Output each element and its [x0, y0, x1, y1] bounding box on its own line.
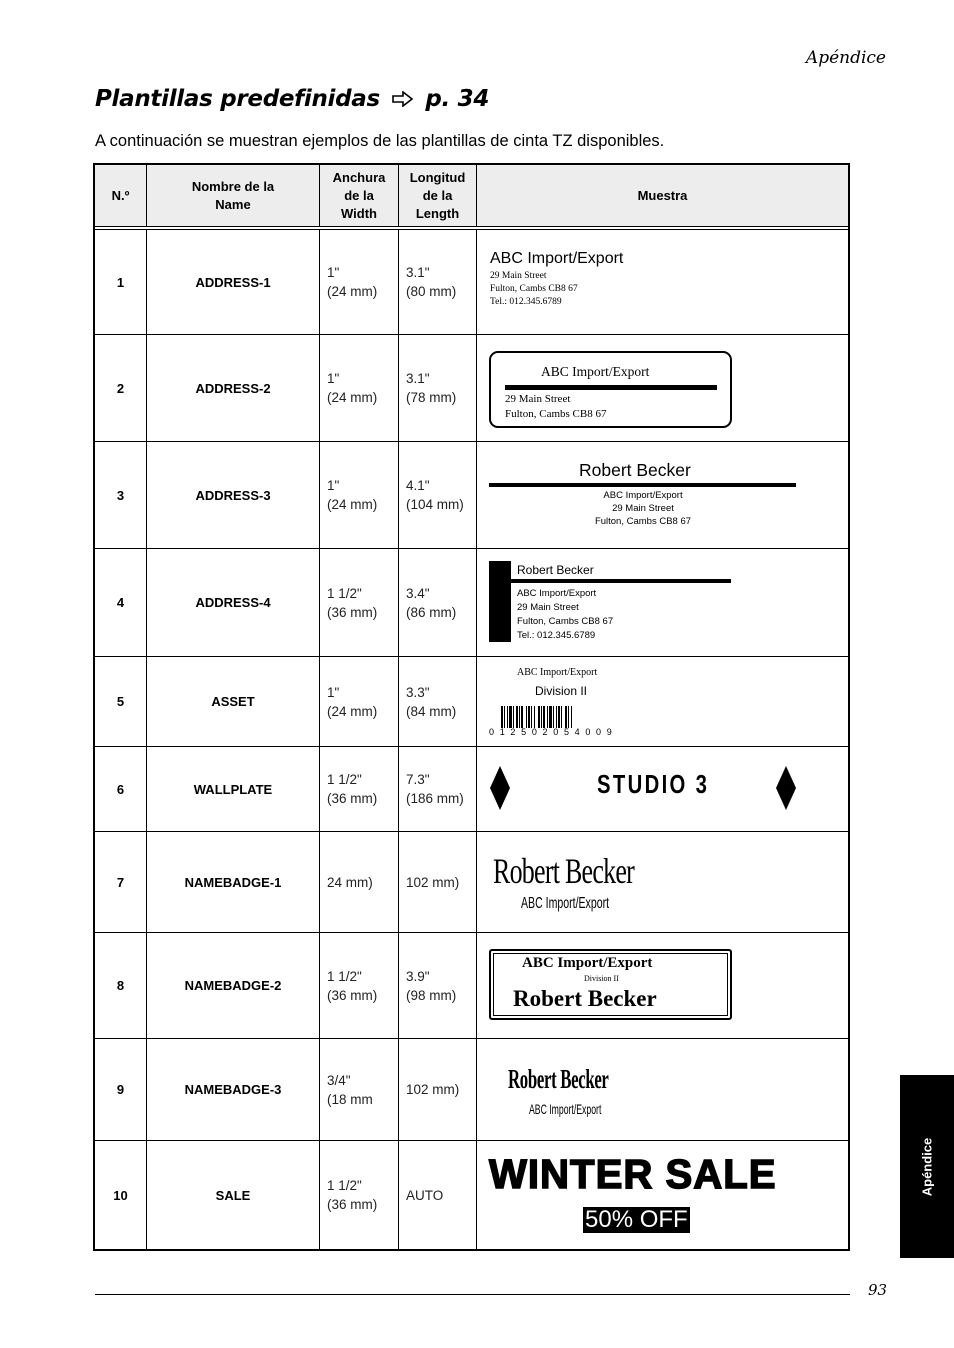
tape-width-mm: (36 mm) [327, 791, 378, 806]
sample-9-person: Robert Becker [508, 1064, 609, 1094]
arrow-right-icon [392, 91, 414, 107]
tape-length-mm: (86 mm) [406, 604, 457, 620]
tape-length [399, 549, 477, 657]
sample-4 [477, 549, 850, 657]
sample-1-tel: Tel.: 012.345.6789 [490, 297, 562, 307]
table-row [94, 747, 849, 832]
header-width-line-3: Width [341, 205, 377, 221]
tape-length-mm: (80 mm) [406, 284, 457, 299]
sample-1 [477, 230, 850, 335]
sample-7-person: Robert Becker [493, 851, 635, 891]
row-number: 1 [94, 230, 147, 335]
sample-1-company: ABC Import/Export [490, 250, 624, 267]
barcode-bar [528, 706, 530, 728]
sample-1-city: Fulton, Cambs CB8 67 [490, 284, 578, 294]
template-name: NAMEBADGE-1 [147, 832, 320, 933]
sample-7 [477, 832, 850, 933]
sample-6 [477, 747, 850, 832]
tape-width [320, 549, 399, 657]
sample-4-tel: Tel.: 012.345.6789 [517, 630, 596, 641]
tape-width-mm: (36 mm) [327, 1197, 378, 1212]
tape-length [399, 933, 477, 1039]
sample-4-city: Fulton, Cambs CB8 67 [517, 616, 614, 627]
tape-width [320, 832, 399, 933]
tape-width-mm: (18 mm [327, 1091, 373, 1107]
row-number: 3 [94, 442, 147, 549]
tape-width-mm: (24 mm) [327, 703, 378, 719]
barcode-bar [553, 706, 554, 728]
tape-width-mm: (36 mm) [327, 604, 378, 620]
row-number: 4 [94, 549, 147, 657]
header-width [320, 164, 399, 227]
barcode-bar [507, 706, 508, 728]
diamond-left-icon [490, 766, 510, 810]
sample-5-barcode [501, 706, 627, 728]
page-title [95, 86, 489, 112]
tape-width [320, 1141, 399, 1251]
sample-1-street: 29 Main Street [490, 271, 547, 281]
tape-width-inches: 1" [327, 478, 340, 493]
template-name: WALLPLATE [147, 747, 320, 832]
sample-3 [477, 442, 850, 549]
sample-3-street: 29 Main Street [612, 503, 674, 514]
row-number: 8 [94, 933, 147, 1039]
template-name: NAMEBADGE-2 [147, 933, 320, 1039]
table-row [94, 442, 849, 549]
barcode-bar [504, 706, 505, 728]
barcode-bar [547, 706, 548, 728]
sample-6-text: STUDIO 3 [597, 769, 710, 799]
barcode-bar [513, 706, 514, 728]
header-length-line-1: Longitud [409, 169, 466, 185]
page-number: 93 [868, 1281, 888, 1299]
tape-length-inches: 3.1" [406, 371, 430, 386]
barcode-bar [561, 706, 562, 728]
barcode-bar [521, 706, 523, 728]
sample-8-division: Division II [584, 974, 619, 983]
header-length-line-2: de la [422, 187, 453, 203]
barcode-bar [534, 706, 535, 728]
table-row [94, 1141, 849, 1251]
template-name: ADDRESS-3 [147, 442, 320, 549]
table-header-row [94, 164, 849, 227]
tape-length-mm: (84 mm) [406, 703, 457, 719]
barcode-bar [556, 706, 557, 728]
template-name: ASSET [147, 657, 320, 747]
tape-length [399, 1141, 477, 1251]
barcode-bar [509, 706, 512, 728]
tape-length-inches: 3.1" [406, 265, 430, 280]
sample-3-city: Fulton, Cambs CB8 67 [594, 516, 692, 527]
barcode-bar [558, 706, 560, 728]
tape-width-inches: 1 1/2" [327, 772, 362, 787]
tape-width-inches: 1 1/2" [327, 1178, 362, 1193]
section-tab [900, 1075, 954, 1258]
barcode-bar [568, 706, 569, 728]
sample-9-company: ABC Import/Export [529, 1101, 602, 1117]
template-name: SALE [147, 1141, 320, 1251]
tape-length-mm: (186 mm) [406, 791, 464, 806]
tape-length-inches: 3.3" [406, 684, 430, 700]
sample-4-bar [489, 561, 511, 642]
footer-rule [95, 1294, 850, 1295]
header-name-line-2: Name [215, 196, 251, 212]
sample-4-person: Robert Becker [517, 563, 594, 577]
table-row [94, 933, 849, 1039]
header-sample: Muestra [477, 164, 850, 227]
template-name: NAMEBADGE-3 [147, 1039, 320, 1141]
header-name [147, 164, 320, 227]
tape-length [399, 747, 477, 832]
sample-10-headline: WINTER SALE [489, 1151, 777, 1197]
barcode-bar [543, 706, 545, 728]
tape-width-inches: 1 1/2" [327, 968, 362, 984]
sample-2-street: 29 Main Street [505, 393, 571, 405]
tape-width [320, 230, 399, 335]
row-number: 9 [94, 1039, 147, 1141]
tape-length-inches: 7.3" [406, 772, 430, 787]
template-name: ADDRESS-4 [147, 549, 320, 657]
tape-width-inches: 3/4" [327, 1072, 351, 1088]
sample-2-company: ABC Import/Export [541, 364, 650, 379]
table-row [94, 230, 849, 335]
tape-length [399, 832, 477, 933]
table-row [94, 335, 849, 442]
barcode-bar [531, 706, 532, 728]
barcode-bar [526, 706, 527, 728]
tape-width-inches: 1 1/2" [327, 585, 362, 601]
barcode-bar [549, 706, 552, 728]
page-reference: p. 34 [425, 86, 490, 112]
barcode-bar [565, 706, 567, 728]
intro-text: A continuación se muestran ejemplos de las plantillas de cinta TZ disponibles. [95, 132, 665, 150]
row-number: 5 [94, 657, 147, 747]
sample-5-division: Division II [535, 684, 588, 698]
row-number: 7 [94, 832, 147, 933]
template-name: ADDRESS-1 [147, 230, 320, 335]
tape-length-inches: 3.9" [406, 968, 430, 984]
header-length [399, 164, 477, 227]
barcode-bar [519, 706, 520, 728]
sample-2-city: Fulton, Cambs CB8 67 [505, 408, 607, 420]
barcode-bar [538, 706, 540, 728]
tape-length-mm: (98 mm) [406, 987, 457, 1003]
sample-8-company: ABC Import/Export [522, 955, 653, 971]
barcode-bar [501, 706, 503, 728]
sample-9 [477, 1039, 850, 1141]
row-number: 2 [94, 335, 147, 442]
tape-width-inches: 1" [327, 684, 340, 700]
tape-width [320, 657, 399, 747]
tape-length-inches: 4.1" [406, 478, 430, 493]
tape-length-inches: 102 mm) [406, 874, 460, 890]
barcode-bar [571, 706, 572, 728]
sample-3-company: ABC Import/Export [603, 490, 683, 501]
header-num: N.º [94, 164, 147, 227]
tape-width [320, 442, 399, 549]
sample-10-offer: 50% OFF [585, 1206, 688, 1233]
tape-length-mm: (104 mm) [406, 497, 464, 512]
tape-width [320, 747, 399, 832]
tape-length-inches: AUTO [406, 1187, 444, 1203]
tape-width-mm: (36 mm) [327, 987, 378, 1003]
sample-4-street: 29 Main Street [517, 602, 579, 613]
sample-2-rule [505, 385, 717, 390]
tape-width-inches: 24 mm) [327, 874, 373, 890]
tape-length-inches: 3.4" [406, 585, 430, 601]
header-name-line-1: Nombre de la [191, 178, 275, 194]
barcode-bar [541, 706, 542, 728]
tape-width-inches: 1" [327, 265, 340, 280]
tape-width [320, 335, 399, 442]
sample-4-company: ABC Import/Export [517, 588, 597, 599]
table-row [94, 657, 849, 747]
page-title-text: Plantillas predefinidas [95, 86, 380, 112]
tape-length [399, 657, 477, 747]
running-header: Apéndice [805, 48, 886, 68]
row-number: 10 [94, 1141, 147, 1251]
barcode-bar [516, 706, 518, 728]
sample-4-rule [511, 579, 731, 583]
tape-width [320, 1039, 399, 1141]
diamond-right-icon [776, 766, 796, 810]
section-tab-label: Apéndice [919, 1137, 935, 1196]
tape-width-mm: (24 mm) [327, 390, 378, 405]
tape-length-mm: (78 mm) [406, 390, 457, 405]
sample-5-company: ABC Import/Export [517, 667, 598, 678]
sample-8-person: Robert Becker [513, 986, 657, 1011]
table-row [94, 549, 849, 657]
table-row [94, 832, 849, 933]
row-number: 6 [94, 747, 147, 832]
sample-5-barcode-digits: 0 1 2 5 0 2 0 5 4 0 0 9 [489, 727, 614, 737]
header-width-line-1: Anchura [332, 169, 386, 185]
tape-length [399, 230, 477, 335]
header-width-line-2: de la [344, 187, 374, 203]
tape-width-mm: (24 mm) [327, 284, 378, 299]
tape-length-inches: 102 mm) [406, 1082, 460, 1097]
sample-8 [477, 933, 850, 1039]
tape-length [399, 442, 477, 549]
sample-5 [477, 657, 850, 747]
sample-3-person: Robert Becker [579, 460, 691, 480]
tape-width [320, 933, 399, 1039]
tape-width-mm: (24 mm) [327, 497, 378, 512]
sample-10 [477, 1141, 850, 1251]
template-table [93, 163, 850, 1251]
sample-2 [477, 335, 850, 442]
header-length-line-3: Length [415, 205, 460, 221]
sample-7-company: ABC Import/Export [521, 895, 610, 912]
template-name: ADDRESS-2 [147, 335, 320, 442]
tape-length [399, 335, 477, 442]
tape-width-inches: 1" [327, 371, 340, 386]
sample-3-rule [489, 483, 796, 487]
table-row [94, 1039, 849, 1141]
tape-length [399, 1039, 477, 1141]
